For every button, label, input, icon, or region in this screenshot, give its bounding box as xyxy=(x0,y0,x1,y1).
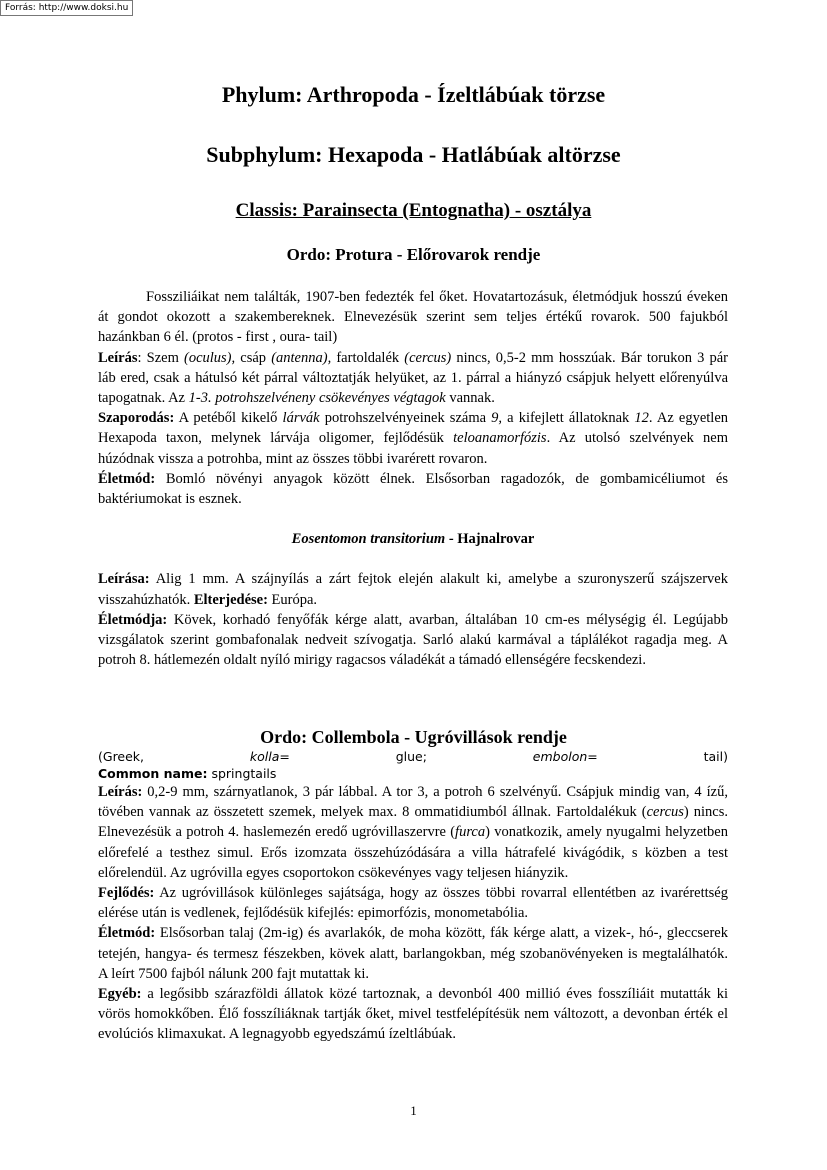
label: Elterjedése: xyxy=(193,591,268,608)
term: 9, xyxy=(491,410,503,427)
collembola-heading: Ordo: Collembola - Ugróvillások rendje xyxy=(260,727,567,747)
subphylum-title: Subphylum: Hexapoda - Hatlábúak altörzse xyxy=(206,142,621,167)
text: potrohszelvényeinek száma xyxy=(319,410,492,427)
species-description xyxy=(98,569,728,609)
label: Leírás: xyxy=(98,784,143,800)
term: cercus xyxy=(646,804,684,821)
collembola-other xyxy=(98,984,728,1045)
text: : Szem xyxy=(137,349,184,366)
label: Leírása: xyxy=(98,571,150,588)
protura-lifestyle xyxy=(98,469,728,509)
phylum-title: Phylum: Arthropoda - Ízeltlábúak törzse xyxy=(221,82,606,107)
common-name-line xyxy=(98,765,728,782)
text: A petéből kikelő xyxy=(174,410,283,427)
text: Bomló növényi anyagok között élnek. Elsősorban ragadozók, de gombamicéliumot és baktériumokat is esznek. xyxy=(98,470,728,508)
label: Életmódja: xyxy=(98,611,168,628)
species-latin: Eosentomon transitorium xyxy=(291,531,446,548)
term: (antenna), xyxy=(271,349,332,366)
protura-heading: Ordo: Protura - Előrovarok rendje xyxy=(286,245,541,264)
protura-intro: Fossziliáikat nem találták, 1907-ben fedezték fel őket. Hovatartozásuk, életmódjuk hosszú éveken át gondot okozott a szakembereknek. Elnevezésük szerint sem teljes értékű rovarok. 500 fajukból hazánkban 6 él. (protos - first , oura- tail) xyxy=(98,289,728,346)
label: Common name: xyxy=(98,766,208,781)
collembola-lifestyle xyxy=(98,923,728,984)
protura-reproduction xyxy=(98,408,728,469)
text: Kövek, korhadó fenyőfák kérge alatt, avarban, általában 10 cm-es mélységig él. Legújabb vizsgálatok szerint gombafonalak nedveit szívogatja. Sarló alakú karmával a táplálékot ragadja meg. A potroh 8. hátlemezén oldalt nyíló mirigy ragacsos váladékát a támadó ellenségére fecskendezi. xyxy=(98,611,728,669)
text: . Az egyetlen Hexapoda taxon, melynek lárvája oligomer, fejlődésük xyxy=(98,410,728,447)
label: Életmód: xyxy=(98,925,156,942)
classis-title: Classis: Parainsecta (Entognatha) - osztálya xyxy=(235,200,592,221)
collembola-development xyxy=(98,883,728,923)
etymology-line xyxy=(98,748,728,765)
label: Életmód: xyxy=(98,470,156,487)
term: 12 xyxy=(634,410,649,427)
protura-description xyxy=(98,348,728,409)
collembola-description xyxy=(98,782,728,883)
text: Európa. xyxy=(267,591,318,608)
protura-section xyxy=(98,287,728,670)
text: vannak. xyxy=(445,390,495,407)
species-title xyxy=(98,529,728,549)
text: ) nincs. Elnevezésük a potroh 4. haslemezén eredő ugróvillaszervre ( xyxy=(98,804,728,841)
text: a legősibb szárazföldi állatok közé tartoznak, a devonból 400 millió éves fosszíliáit mutatták ki vörös homokkőben. Élő fosszíliáknak tartják őket, mivel testfelépítésük nem változott, a devonban érték el evolúciós klimaxukat. A legnagyobb egyedszámú ízeltlábúak. xyxy=(98,986,728,1043)
text: Az ugróvillások különleges sajátsága, hogy az összes többi rovarral ellentétben az ivarérettség elérése után is vedlenek, fejlődésük kifejlés: epimorfózis, monometabólia. xyxy=(98,885,728,922)
etymology-word: kolla= xyxy=(249,749,290,764)
term: teloanamorfózis xyxy=(453,430,547,447)
term: furca xyxy=(455,824,486,841)
text: 0,2-9 mm, szárnyatlanok, 3 pár lábbal. A tor 3, a potroh 6 szelvényű. Csápjuk mindig van, 4 ízű, tövében vannak az összetett szemek, melyek max. 8 ommatidiumból állnak. Fartoldalékuk ( xyxy=(98,784,728,821)
term: (cercus) xyxy=(404,349,452,366)
page-number: 1 xyxy=(410,1103,417,1118)
etymology-word: (Greek, xyxy=(98,749,145,764)
text: . Az utolsó szelvények nem húzódnak vissza a potrohba, mint az összes többi ivarérett rovaron. xyxy=(98,430,728,467)
label: Egyéb: xyxy=(98,986,142,1003)
text: Elsősorban talaj (2m-ig) és avarlakók, de moha között, fák kérge alatt, a vizek-, hó-, gleccserek tetején, hangya- és termesz fészekben, kövek alatt, barlangokban, még szobanövényeken is megtalálhatók. A leírt 7500 fajból nálunk 200 fajt mutattak ki. xyxy=(98,925,728,982)
text: ) vonatkozik, amely nyugalmi helyzetben előrefelé a testhez simul. Erős izomzata összehúzódására a villa hátrafelé kivágódik, s közben a test előrelendül. Az ugróvilla egyes csoportokon csökevényes vagy teljesen hiányzik. xyxy=(98,824,728,881)
species-lifestyle xyxy=(98,610,728,671)
label: Szaporodás: xyxy=(98,410,175,427)
text: a kifejlett állatoknak xyxy=(502,410,635,427)
term: lárvák xyxy=(282,410,320,427)
term: (oculus), xyxy=(184,349,236,366)
source-label: Forrás: http://www.doksi.hu xyxy=(0,0,133,16)
etymology-word: glue; xyxy=(395,749,427,764)
text: nincs, 0,5-2 mm hosszúak. Bár torukon 3 pár láb ered, csak a hátulsó két párral változtatják helyüket, az 1. párral a hiányzó csápjuk helyett előrenyúlva tapogatnak. Az xyxy=(98,349,728,407)
collembola-section xyxy=(98,748,728,1045)
label: Fejlődés: xyxy=(98,885,155,902)
term: 1-3. potrohszelvéneny csökevényes végtagok xyxy=(188,390,446,407)
label: Leírás xyxy=(98,349,138,366)
text: springtails xyxy=(207,766,277,781)
etymology-word: tail) xyxy=(703,749,728,764)
text: csáp xyxy=(235,349,272,366)
text: Alig 1 mm. A szájnyílás a zárt fejtok elején alakult ki, amelybe a szuronyszerű szájszervek visszahúzhatók. xyxy=(98,571,728,608)
etymology-word: embolon= xyxy=(532,749,598,764)
species-common: - Hajnalrovar xyxy=(445,531,535,548)
text: fartoldalék xyxy=(331,349,405,366)
